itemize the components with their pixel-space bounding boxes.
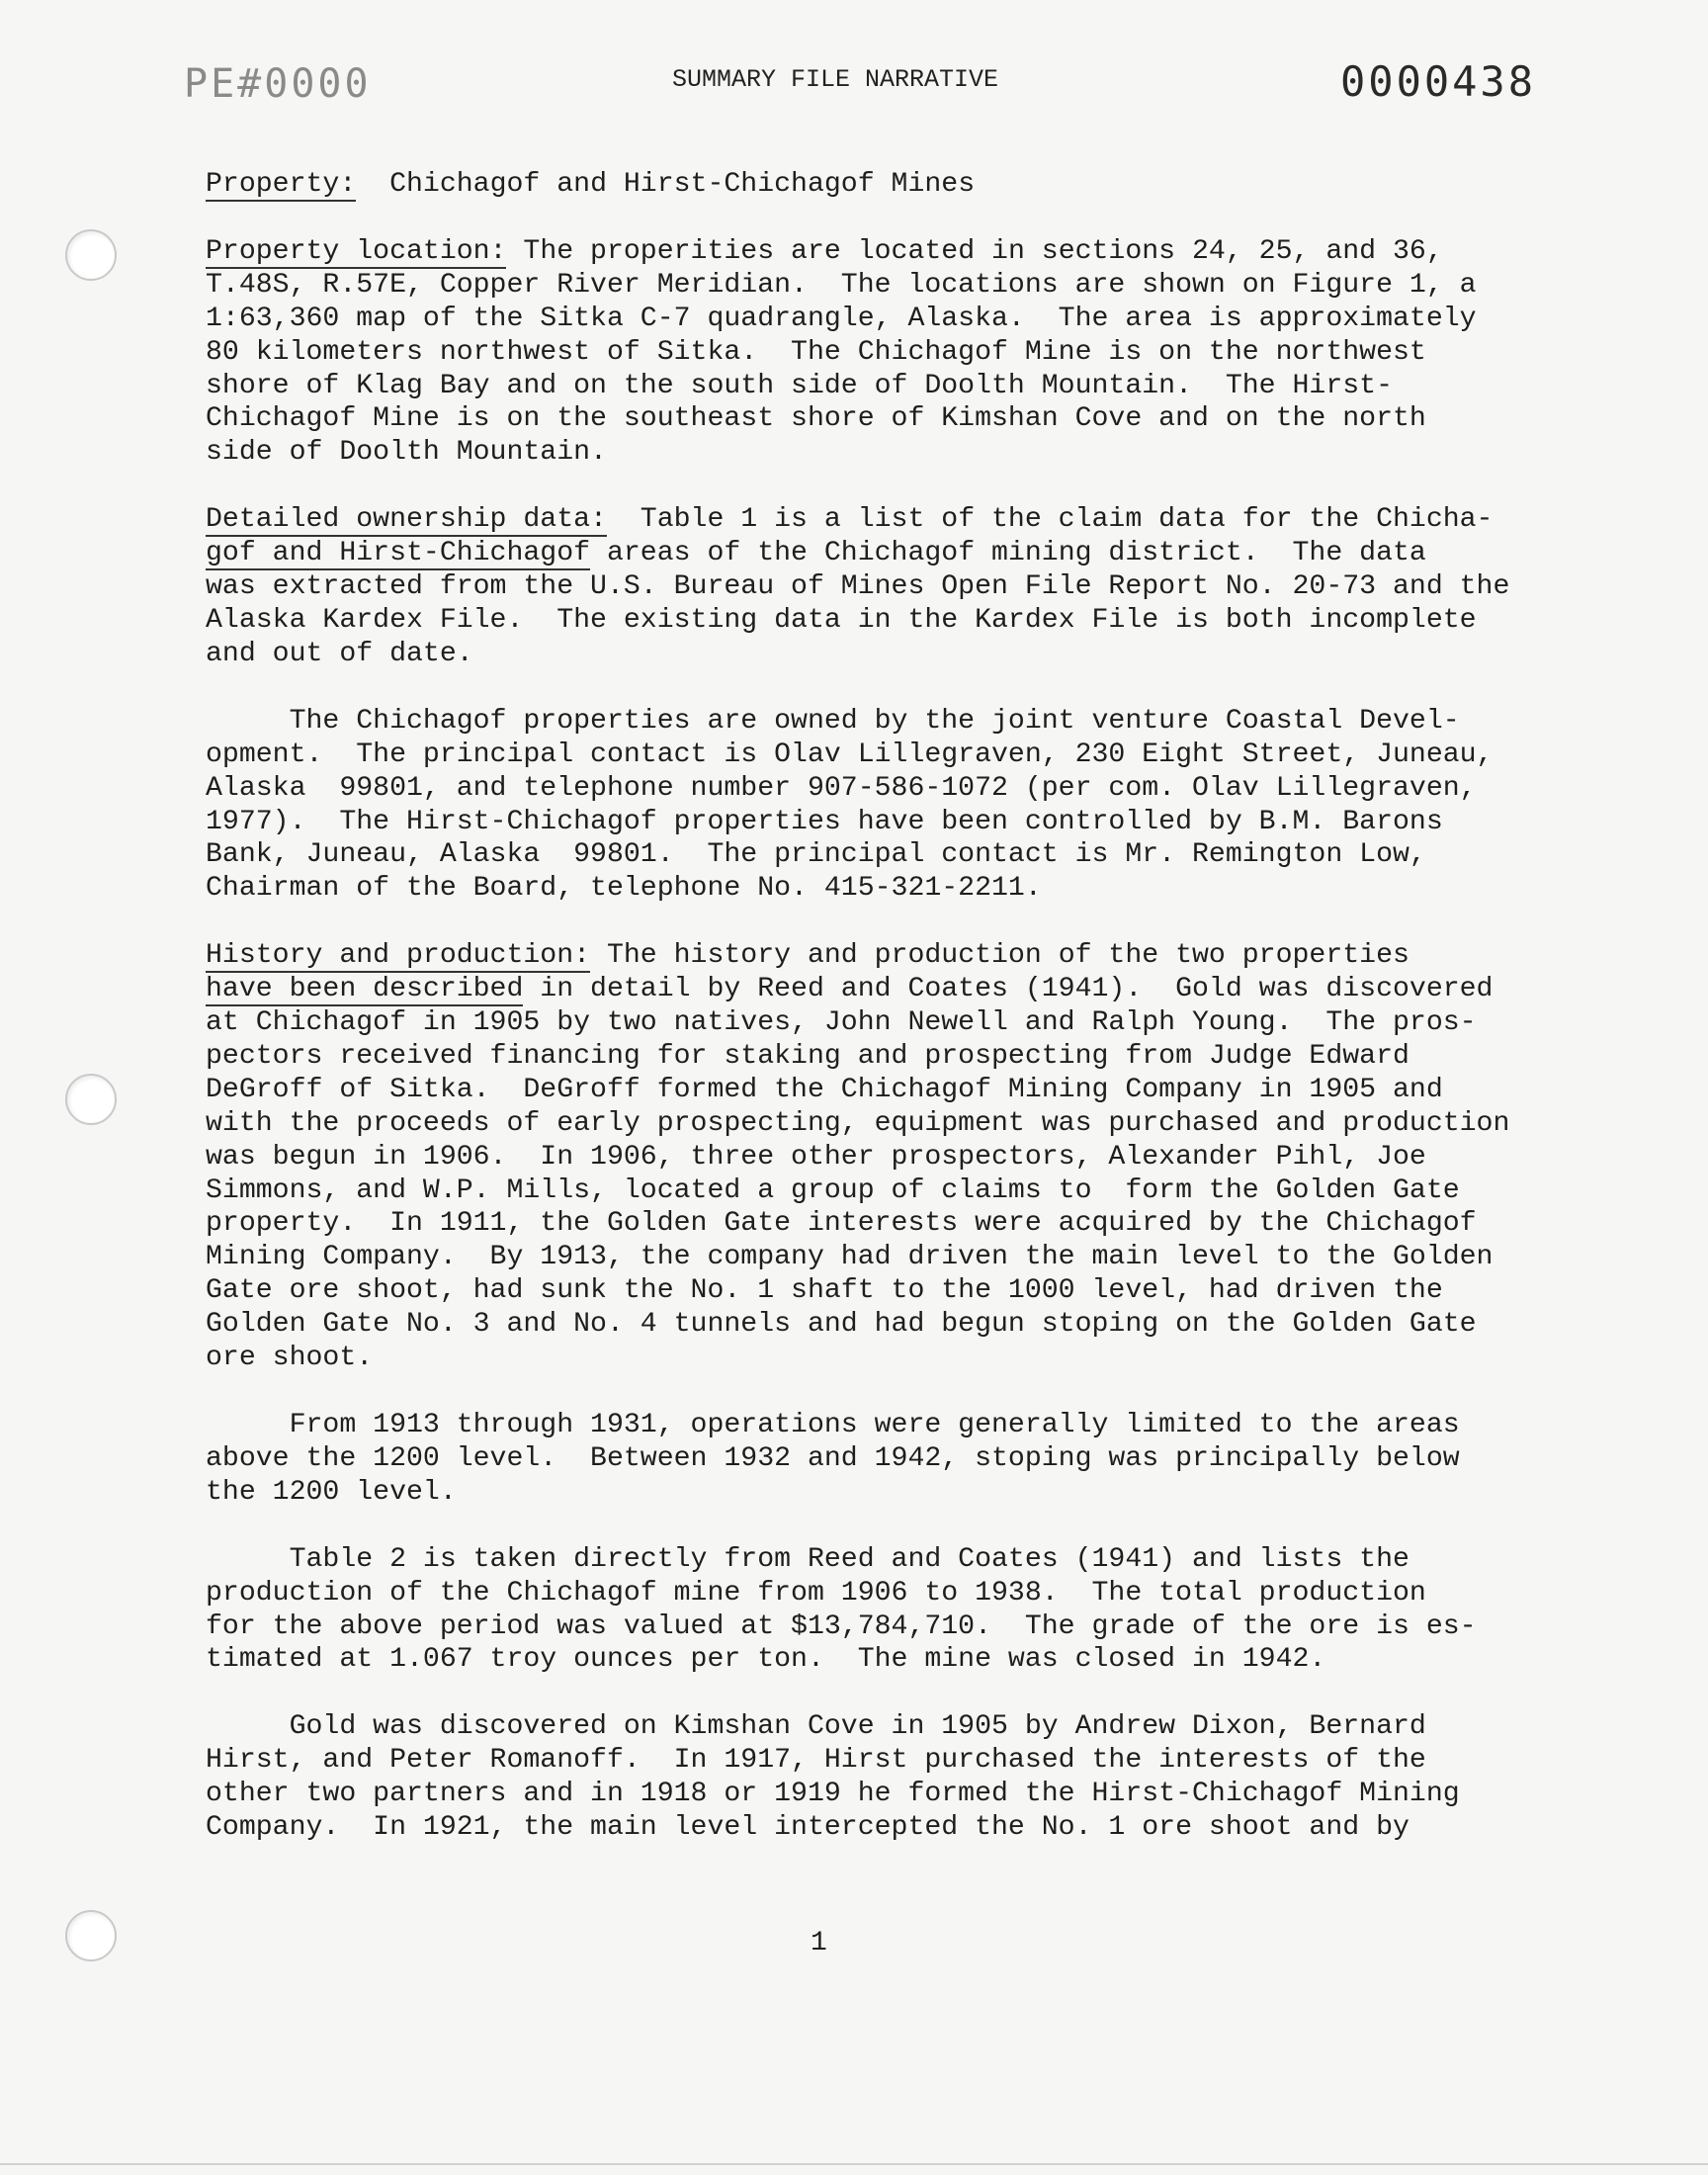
table2-line: production of the Chichagof mine from 1906 to 1938. The total production: [206, 1577, 1426, 1609]
document-body: [206, 168, 1520, 1845]
discovery-line: Gold was discovered on Kimshan Cove in 1905 by Andrew Dixon, Bernard: [206, 1711, 1426, 1743]
owners-line: The Chichagof properties are owned by the joint venture Coastal Devel-: [206, 705, 1460, 737]
operations-line: From 1913 through 1931, operations were generally limited to the areas: [206, 1410, 1460, 1440]
binder-hole-middle: [65, 1074, 117, 1125]
operations-line: above the 1200 level. Between 1932 and 1942, stoping was principally below: [206, 1442, 1460, 1474]
document-title: SUMMARY FILE NARRATIVE: [672, 65, 999, 94]
property-line: [206, 168, 1520, 202]
operations-paragraph: [206, 1409, 1520, 1510]
history-line: property. In 1911, the Golden Gate interests were acquired by the Chichagof: [206, 1208, 1477, 1240]
owners-line: Bank, Juneau, Alaska 99801. The principal contact is Mr. Remington Low,: [206, 839, 1426, 871]
discovery-paragraph: [206, 1710, 1520, 1845]
page-edge: [0, 2163, 1708, 2165]
binder-hole-bottom: [65, 1910, 117, 1961]
location-paragraph: [206, 235, 1520, 470]
page-number: 1: [811, 1928, 827, 1958]
location-line: shore of Klag Bay and on the south side of Doolth Mountain. The Hirst-: [206, 370, 1393, 401]
ownership-line: Table 1 is a list of the claim data for the Chicha-: [606, 504, 1494, 536]
history-line: The history and production of the two properties: [590, 940, 1409, 972]
owners-line: 1977). The Hirst-Chichagof properties have been controlled by B.M. Barons: [206, 806, 1443, 837]
property-text: Chichagof and Hirst-Chichagof Mines: [356, 169, 976, 200]
history-line: ore shoot.: [206, 1343, 374, 1374]
owners-line: opment. The principal contact is Olav Lillegraven, 230 Eight Street, Juneau,: [206, 739, 1494, 770]
operations-line: the 1200 level.: [206, 1476, 457, 1508]
table2-line: Table 2 is taken directly from Reed and Coates (1941) and lists the: [206, 1543, 1409, 1575]
discovery-line: other two partners and in 1918 or 1919 he formed the Hirst-Chichagof Mining: [206, 1779, 1460, 1810]
ownership-line: Alaska Kardex File. The existing data in the Kardex File is both incomplete: [206, 604, 1477, 636]
table2-paragraph: [206, 1543, 1520, 1678]
document-code-right: 0000438: [1340, 57, 1537, 106]
ownership-line: was extracted from the U.S. Bureau of Mines Open File Report No. 20-73 and the: [206, 571, 1510, 603]
location-line: 80 kilometers northwest of Sitka. The Chichagof Mine is on the northwest: [206, 336, 1426, 368]
ownership-label: Detailed ownership data:: [206, 504, 607, 536]
location-line: The properities are located in sections 24, 25, and 36,: [506, 235, 1443, 267]
history-line: at Chichagof in 1905 by two natives, John Newell and Ralph Young. The pros-: [206, 1007, 1477, 1039]
location-line: 1:63,360 map of the Sitka C-7 quadrangle, Alaska. The area is approximately: [206, 303, 1477, 334]
history-label: History and production:: [206, 940, 591, 972]
location-label: Property location:: [206, 235, 507, 267]
ownership-label-continued: gof and Hirst-Chichagof: [206, 538, 591, 569]
location-line: Chichagof Mine is on the southeast shore of Kimshan Cove and on the north: [206, 403, 1426, 435]
history-line: was begun in 1906. In 1906, three other prospectors, Alexander Pihl, Joe: [206, 1141, 1426, 1173]
ownership-paragraph: [206, 503, 1520, 671]
owners-line: Chairman of the Board, telephone No. 415-321-2211.: [206, 873, 1042, 905]
binder-hole-top: [65, 229, 117, 281]
table2-line: for the above period was valued at $13,784,710. The grade of the ore is es-: [206, 1610, 1477, 1642]
history-line: Golden Gate No. 3 and No. 4 tunnels and had begun stoping on the Golden Gate: [206, 1309, 1477, 1341]
owners-paragraph: [206, 705, 1520, 906]
history-line: with the proceeds of early prospecting, equipment was purchased and production: [206, 1107, 1510, 1139]
history-line: Gate ore shoot, had sunk the No. 1 shaft to the 1000 level, had driven the: [206, 1275, 1443, 1307]
location-line: T.48S, R.57E, Copper River Meridian. The locations are shown on Figure 1, a: [206, 269, 1477, 301]
history-line: DeGroff of Sitka. DeGroff formed the Chichagof Mining Company in 1905 and: [206, 1074, 1443, 1105]
history-label-continued: have been described: [206, 974, 524, 1005]
location-line: side of Doolth Mountain.: [206, 437, 607, 469]
table2-line: timated at 1.067 troy ounces per ton. The mine was closed in 1942.: [206, 1644, 1326, 1676]
document-code-left: PE#0000: [184, 61, 372, 107]
history-line: Mining Company. By 1913, the company had driven the main level to the Golden: [206, 1242, 1494, 1273]
property-label: Property:: [206, 169, 357, 200]
owners-line: Alaska 99801, and telephone number 907-586-1072 (per com. Olav Lillegraven,: [206, 772, 1477, 804]
ownership-line: and out of date.: [206, 638, 473, 669]
history-line: Simmons, and W.P. Mills, located a group of claims to form the Golden Gate: [206, 1174, 1460, 1206]
discovery-line: Company. In 1921, the main level intercepted the No. 1 ore shoot and by: [206, 1812, 1409, 1844]
history-line: pectors received financing for staking and prospecting from Judge Edward: [206, 1040, 1409, 1072]
history-paragraph: [206, 939, 1520, 1375]
discovery-line: Hirst, and Peter Romanoff. In 1917, Hirst purchased the interests of the: [206, 1745, 1426, 1777]
history-line: in detail by Reed and Coates (1941). Gold was discovered: [523, 974, 1494, 1005]
ownership-line: areas of the Chichagof mining district. The data: [590, 538, 1426, 569]
